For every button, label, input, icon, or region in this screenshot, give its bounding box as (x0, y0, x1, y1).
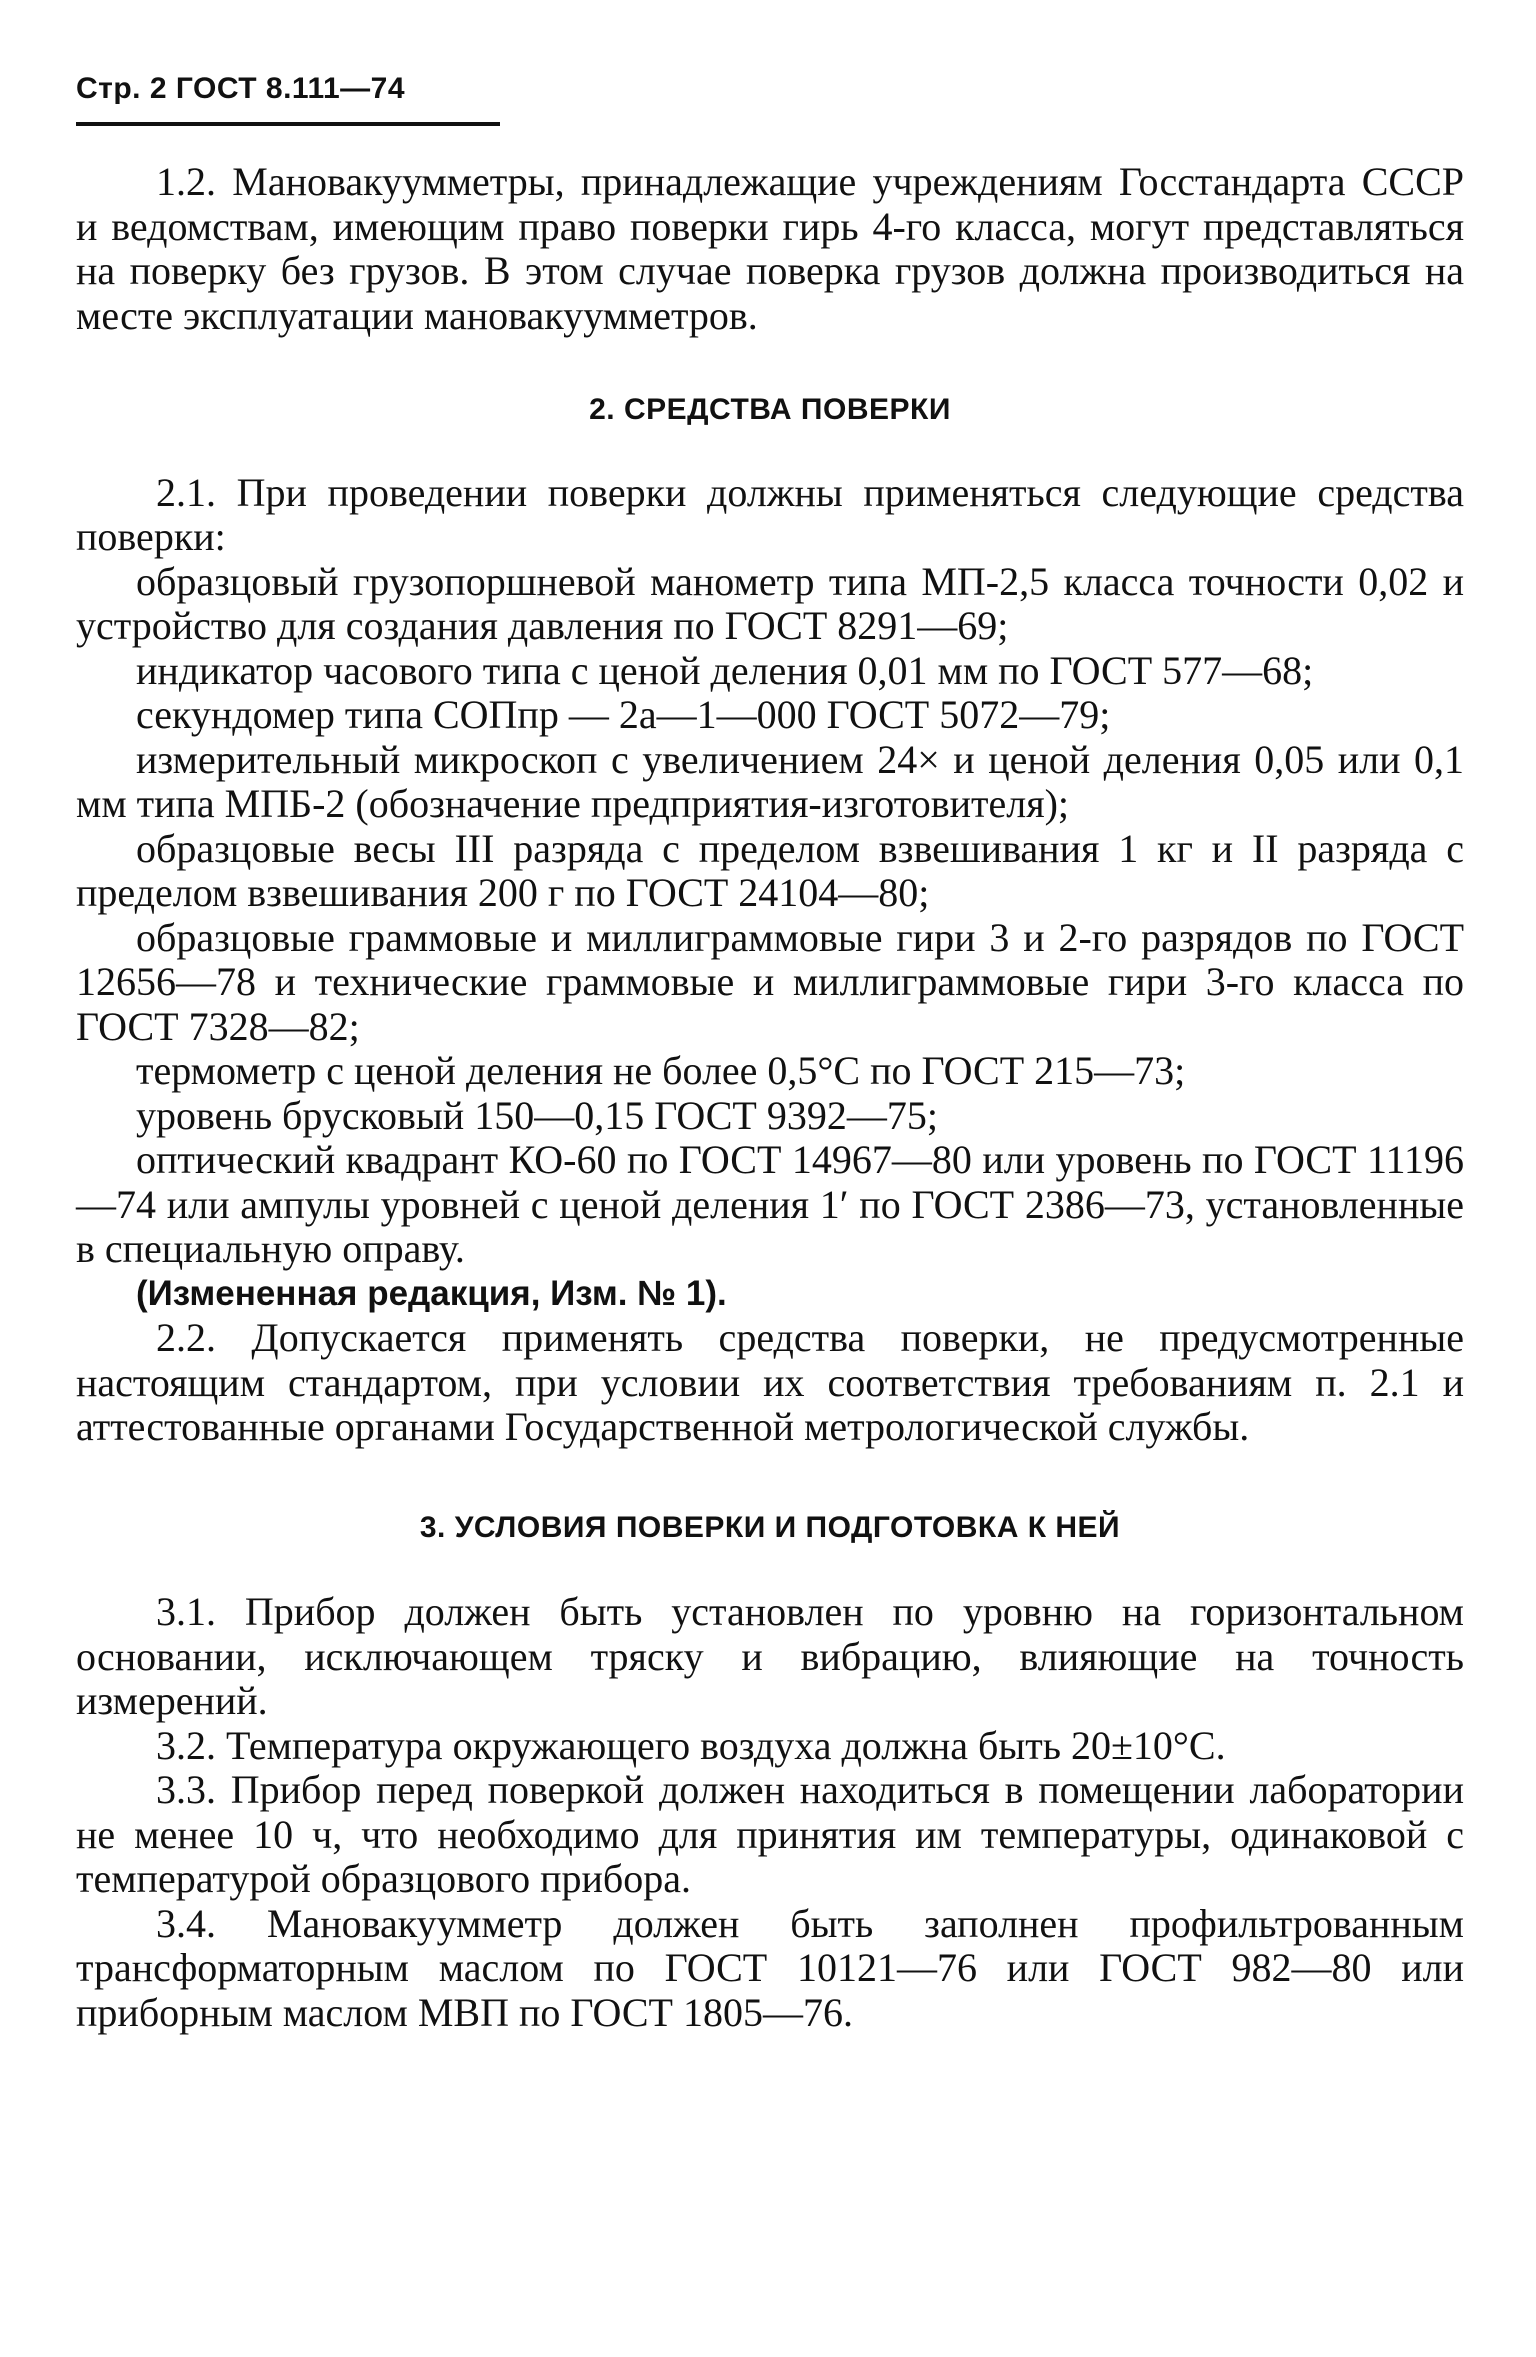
paragraph-3-4: 3.4. Мановакуумметр должен быть заполнен профильтрованным трансформаторным маслом по ГОСТ 10121—76 или ГОСТ 982—80 или приборным маслом МВП по ГОСТ 1805—76. (76, 1900, 1464, 2035)
list-item: измерительный микроскоп с увеличением 24× и ценой деления 0,05 или 0,1 мм типа МПБ-2 (обозначение предприятия-изготовителя); (76, 736, 1464, 826)
running-head: Стр. 2 ГОСТ 8.111—74 (76, 72, 406, 105)
page-body (76, 160, 1464, 2035)
list-item: индикатор часового типа с ценой деления 0,01 мм по ГОСТ 577—68; (136, 647, 1314, 693)
list-item: секундомер типа СОПпр — 2а—1—000 ГОСТ 5072—79; (136, 692, 1111, 737)
paragraph-2-2: 2.2. Допускается применять средства поверки, не предусмотренные настоящим стандартом, при условии их соответствия требованиям п. 2.1 и аттестованные органами Государственной метрологической службы. (76, 1315, 1464, 1449)
list-item: оптический квадрант КО-60 по ГОСТ 14967—80 или уровень по ГОСТ 11196—74 или ампулы уровней с ценой деления 1′ по ГОСТ 2386—73, установленные в специальную оправу. (76, 1137, 1464, 1271)
header-rule (76, 122, 500, 126)
paragraph-2-1: 2.1. При проведении поверки должны применяться следующие средства поверки: (76, 469, 1464, 559)
list-item: образцовые граммовые и миллиграммовые гири 3 и 2-го разрядов по ГОСТ 12656—78 и технические граммовые и миллиграммовые гири 3-го класса по ГОСТ 7328—82; (76, 914, 1464, 1049)
list-item: уровень брусковый 150—0,15 ГОСТ 9392—75; (136, 1092, 938, 1138)
amendment-note: (Измененная редакция, Изм. № 1). (136, 1273, 727, 1313)
paragraph-3-1: 3.1. Прибор должен быть установлен по уровню на горизонтальном основании, исключающем тряску и вибрацию, влияющие на точность измерений. (76, 1589, 1464, 1723)
paragraph-1-2: 1.2. Мановакуумметры, принадлежащие учреждениям Госстандарта СССР и ведомствам, имеющим право поверки гирь 4-го класса, могут представляться на поверку без грузов. В этом случае поверка грузов должна производиться на месте эксплуатации мановакуумметров. (76, 159, 1464, 338)
paragraph-3-3: 3.3. Прибор перед поверкой должен находиться в помещении лаборатории не менее 10 ч, что необходимо для принятия им температуры, одинаковой с температурой образцового прибора. (76, 1767, 1464, 1901)
section-2-title: 2. СРЕДСТВА ПОВЕРКИ (589, 393, 951, 426)
section-3-title: 3. УСЛОВИЯ ПОВЕРКИ И ПОДГОТОВКА К НЕЙ (419, 1510, 1121, 1544)
paragraph-3-2: 3.2. Температура окружающего воздуха должна быть 20±10°С. (156, 1722, 1226, 1768)
list-item: образцовый грузопоршневой манометр типа МП-2,5 класса точности 0,02 и устройство для создания давления по ГОСТ 8291—69; (76, 558, 1464, 648)
list-item: образцовые весы III разряда с пределом взвешивания 1 кг и II разряда с пределом взвешивания 200 г по ГОСТ 24104—80; (76, 825, 1464, 915)
list-item: термометр с ценой деления не более 0,5°С по ГОСТ 215—73; (136, 1048, 1186, 1093)
